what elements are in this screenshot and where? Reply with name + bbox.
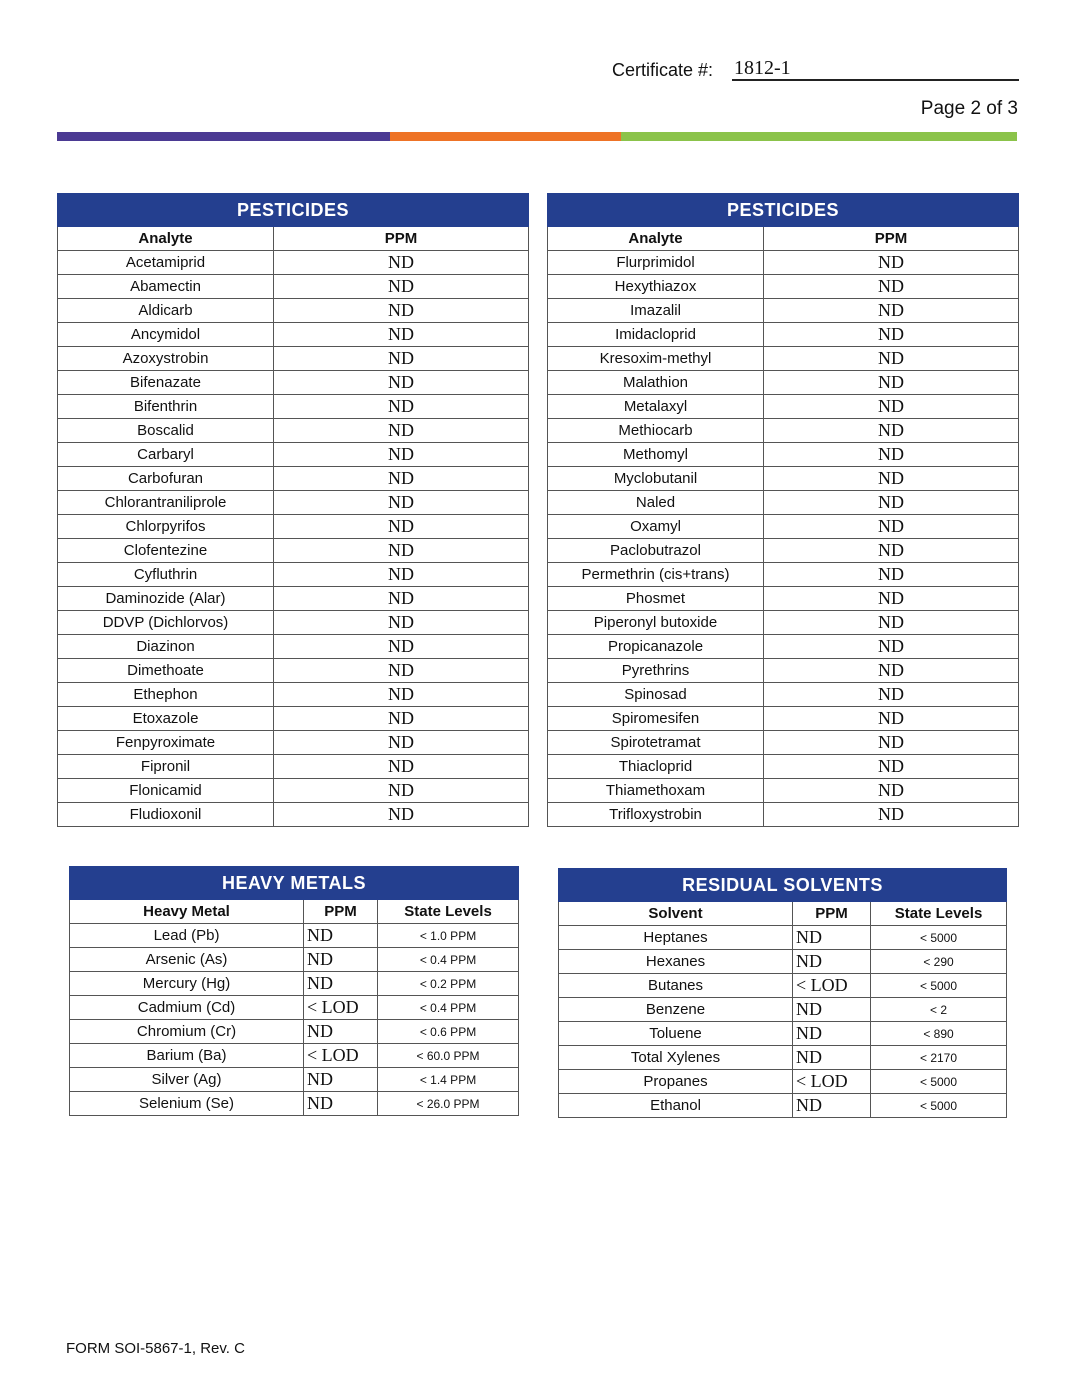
ppm-cell: ND [274,539,529,563]
analyte-cell: Myclobutanil [548,467,764,491]
ppm-cell: ND [274,563,529,587]
table-row [58,419,529,443]
ppm-cell: ND [274,659,529,683]
col-header-analyte: Analyte [58,227,274,251]
color-divider-bar [57,132,1017,141]
analyte-cell: DDVP (Dichlorvos) [58,611,274,635]
analyte-cell: Acetamiprid [58,251,274,275]
table-row [548,275,1019,299]
table-row [548,299,1019,323]
ppm-cell: ND [274,371,529,395]
ppm-cell: ND [274,251,529,275]
ppm-cell: ND [793,1094,871,1118]
analyte-cell: Spirotetramat [548,731,764,755]
table-row [58,395,529,419]
solvent-name-cell: Ethanol [559,1094,793,1118]
solvent-name-cell: Toluene [559,1022,793,1046]
table-row [559,998,1007,1022]
ppm-cell: ND [764,467,1019,491]
ppm-cell: ND [793,1046,871,1070]
table-row [548,419,1019,443]
table-row [548,467,1019,491]
state-level-cell: < 290 [871,950,1007,974]
table-row [58,323,529,347]
table-row [70,924,519,948]
analyte-cell: Azoxystrobin [58,347,274,371]
ppm-cell: ND [764,611,1019,635]
ppm-cell: ND [764,275,1019,299]
table-row [548,803,1019,827]
analyte-cell: Kresoxim-methyl [548,347,764,371]
ppm-cell: ND [274,755,529,779]
table-row [58,755,529,779]
table-row [548,539,1019,563]
analyte-cell: Methomyl [548,443,764,467]
certificate-label: Certificate #: [612,60,714,80]
ppm-cell: ND [274,707,529,731]
table-row [58,275,529,299]
state-level-cell: < 5000 [871,1070,1007,1094]
divider-purple-segment [57,132,390,141]
table-row [548,491,1019,515]
table-row [548,731,1019,755]
state-level-cell: < 1.4 PPM [378,1068,519,1092]
divider-green-segment [621,132,1017,141]
ppm-cell: ND [764,371,1019,395]
state-level-cell: < 2170 [871,1046,1007,1070]
ppm-cell: ND [764,299,1019,323]
table-row [58,803,529,827]
col-header-ppm: PPM [793,902,871,926]
col-header-state-levels: State Levels [871,902,1007,926]
ppm-cell: ND [764,755,1019,779]
table-row [58,611,529,635]
ppm-cell: ND [274,491,529,515]
ppm-cell: ND [274,419,529,443]
ppm-cell: ND [274,347,529,371]
heavy-metals-title: HEAVY METALS [70,867,519,900]
ppm-cell: ND [764,515,1019,539]
table-row [58,347,529,371]
table-row [548,683,1019,707]
state-level-cell: < 1.0 PPM [378,924,519,948]
ppm-cell: ND [764,491,1019,515]
ppm-cell: ND [274,395,529,419]
ppm-cell: ND [274,803,529,827]
analyte-cell: Trifloxystrobin [548,803,764,827]
metal-name-cell: Barium (Ba) [70,1044,304,1068]
table-row [58,467,529,491]
analyte-cell: Dimethoate [58,659,274,683]
table-row [548,251,1019,275]
metal-name-cell: Cadmium (Cd) [70,996,304,1020]
table-row [548,659,1019,683]
ppm-cell: ND [764,419,1019,443]
table-row [548,443,1019,467]
analyte-cell: Ethephon [58,683,274,707]
state-level-cell: < 0.6 PPM [378,1020,519,1044]
analyte-cell: Phosmet [548,587,764,611]
analyte-cell: Spinosad [548,683,764,707]
ppm-cell: ND [274,587,529,611]
ppm-cell: ND [274,299,529,323]
analyte-cell: Cyfluthrin [58,563,274,587]
col-header-ppm: PPM [304,900,378,924]
ppm-cell: ND [793,926,871,950]
table-row [548,707,1019,731]
table-row [70,1068,519,1092]
analyte-cell: Chlorantraniliprole [58,491,274,515]
pesticides-left-title: PESTICIDES [58,194,529,227]
table-row [58,563,529,587]
analyte-cell: Boscalid [58,419,274,443]
solvent-name-cell: Propanes [559,1070,793,1094]
table-row [58,683,529,707]
table-row [559,950,1007,974]
ppm-cell: ND [274,731,529,755]
certificate-number: 1812-1 [732,58,1019,81]
analyte-cell: Spiromesifen [548,707,764,731]
table-row [559,974,1007,998]
table-row [70,972,519,996]
ppm-cell: ND [274,779,529,803]
analyte-cell: Naled [548,491,764,515]
ppm-cell: ND [764,803,1019,827]
metal-name-cell: Mercury (Hg) [70,972,304,996]
ppm-cell: ND [764,683,1019,707]
table-row [559,1022,1007,1046]
solvent-name-cell: Butanes [559,974,793,998]
col-header-state-levels: State Levels [378,900,519,924]
ppm-cell: ND [304,1092,378,1116]
analyte-cell: Fipronil [58,755,274,779]
analyte-cell: Imazalil [548,299,764,323]
ppm-cell: ND [764,539,1019,563]
table-row [548,323,1019,347]
table-row [58,515,529,539]
table-row [548,635,1019,659]
ppm-cell: ND [304,948,378,972]
state-level-cell: < 0.2 PPM [378,972,519,996]
analyte-cell: Abamectin [58,275,274,299]
table-row [70,1044,519,1068]
table-row [58,587,529,611]
ppm-cell: ND [793,998,871,1022]
table-row [548,611,1019,635]
table-row [548,755,1019,779]
analyte-cell: Bifenthrin [58,395,274,419]
metal-name-cell: Silver (Ag) [70,1068,304,1092]
ppm-cell: ND [304,924,378,948]
residual-solvents-title: RESIDUAL SOLVENTS [559,869,1007,902]
analyte-cell: Fludioxonil [58,803,274,827]
analyte-cell: Methiocarb [548,419,764,443]
analyte-cell: Daminozide (Alar) [58,587,274,611]
divider-orange-segment [390,132,621,141]
solvent-name-cell: Heptanes [559,926,793,950]
table-row [548,371,1019,395]
state-level-cell: < 0.4 PPM [378,948,519,972]
ppm-cell: ND [274,515,529,539]
metal-name-cell: Selenium (Se) [70,1092,304,1116]
metal-name-cell: Arsenic (As) [70,948,304,972]
table-row [58,539,529,563]
analyte-cell: Permethrin (cis+trans) [548,563,764,587]
analyte-cell: Ancymidol [58,323,274,347]
ppm-cell: ND [274,467,529,491]
analyte-cell: Thiamethoxam [548,779,764,803]
ppm-cell: ND [764,635,1019,659]
table-row [58,491,529,515]
ppm-cell: ND [274,323,529,347]
ppm-cell: ND [304,1068,378,1092]
analyte-cell: Flurprimidol [548,251,764,275]
ppm-cell: ND [764,587,1019,611]
ppm-cell: ND [764,779,1019,803]
ppm-cell: ND [764,659,1019,683]
ppm-cell: ND [764,395,1019,419]
residual-solvents-table [558,868,1007,1118]
table-row [548,563,1019,587]
table-row [559,1070,1007,1094]
ppm-cell: ND [793,1022,871,1046]
analyte-cell: Oxamyl [548,515,764,539]
table-row [70,996,519,1020]
pesticides-right-title: PESTICIDES [548,194,1019,227]
analyte-cell: Pyrethrins [548,659,764,683]
state-level-cell: < 2 [871,998,1007,1022]
ppm-cell: < LOD [304,1044,378,1068]
analyte-cell: Flonicamid [58,779,274,803]
form-number: FORM SOI-5867-1, Rev. C [66,1340,245,1357]
ppm-cell: ND [274,275,529,299]
table-row [548,347,1019,371]
analyte-cell: Diazinon [58,635,274,659]
analyte-cell: Hexythiazox [548,275,764,299]
ppm-cell: ND [274,443,529,467]
metal-name-cell: Chromium (Cr) [70,1020,304,1044]
col-header-heavy-metal: Heavy Metal [70,900,304,924]
ppm-cell: ND [304,972,378,996]
table-row [548,515,1019,539]
pesticides-table-right [547,193,1019,827]
table-row [58,731,529,755]
table-row [548,587,1019,611]
analyte-cell: Chlorpyrifos [58,515,274,539]
ppm-cell: ND [764,251,1019,275]
state-level-cell: < 5000 [871,974,1007,998]
col-header-ppm: PPM [274,227,529,251]
ppm-cell: < LOD [793,1070,871,1094]
ppm-cell: ND [304,1020,378,1044]
ppm-cell: ND [793,950,871,974]
table-row [58,635,529,659]
table-row [70,948,519,972]
table-row [58,371,529,395]
state-level-cell: < 5000 [871,926,1007,950]
state-level-cell: < 5000 [871,1094,1007,1118]
analyte-cell: Paclobutrazol [548,539,764,563]
table-row [70,1092,519,1116]
table-row [58,659,529,683]
state-level-cell: < 890 [871,1022,1007,1046]
ppm-cell: ND [764,323,1019,347]
analyte-cell: Clofentezine [58,539,274,563]
state-level-cell: < 0.4 PPM [378,996,519,1020]
table-row [559,1046,1007,1070]
table-row [70,1020,519,1044]
ppm-cell: < LOD [304,996,378,1020]
metal-name-cell: Lead (Pb) [70,924,304,948]
analyte-cell: Fenpyroximate [58,731,274,755]
analyte-cell: Thiacloprid [548,755,764,779]
solvent-name-cell: Hexanes [559,950,793,974]
analyte-cell: Malathion [548,371,764,395]
analyte-cell: Bifenazate [58,371,274,395]
solvent-name-cell: Total Xylenes [559,1046,793,1070]
analyte-cell: Imidacloprid [548,323,764,347]
ppm-cell: ND [764,347,1019,371]
ppm-cell: ND [764,443,1019,467]
ppm-cell: ND [274,683,529,707]
solvent-name-cell: Benzene [559,998,793,1022]
analyte-cell: Metalaxyl [548,395,764,419]
state-level-cell: < 60.0 PPM [378,1044,519,1068]
ppm-cell: < LOD [793,974,871,998]
page-number: Page 2 of 3 [920,98,1018,119]
ppm-cell: ND [764,707,1019,731]
state-level-cell: < 26.0 PPM [378,1092,519,1116]
col-header-solvent: Solvent [559,902,793,926]
table-row [58,251,529,275]
analyte-cell: Carbofuran [58,467,274,491]
analyte-cell: Etoxazole [58,707,274,731]
table-row [58,707,529,731]
table-row [58,299,529,323]
table-row [548,779,1019,803]
heavy-metals-table [69,866,519,1116]
table-row [548,395,1019,419]
table-row [58,443,529,467]
analyte-cell: Propicanazole [548,635,764,659]
analyte-cell: Piperonyl butoxide [548,611,764,635]
ppm-cell: ND [274,611,529,635]
ppm-cell: ND [764,563,1019,587]
analyte-cell: Aldicarb [58,299,274,323]
table-row [559,1094,1007,1118]
col-header-ppm: PPM [764,227,1019,251]
pesticides-table-left [57,193,529,827]
table-row [559,926,1007,950]
analyte-cell: Carbaryl [58,443,274,467]
col-header-analyte: Analyte [548,227,764,251]
table-row [58,779,529,803]
ppm-cell: ND [274,635,529,659]
ppm-cell: ND [764,731,1019,755]
